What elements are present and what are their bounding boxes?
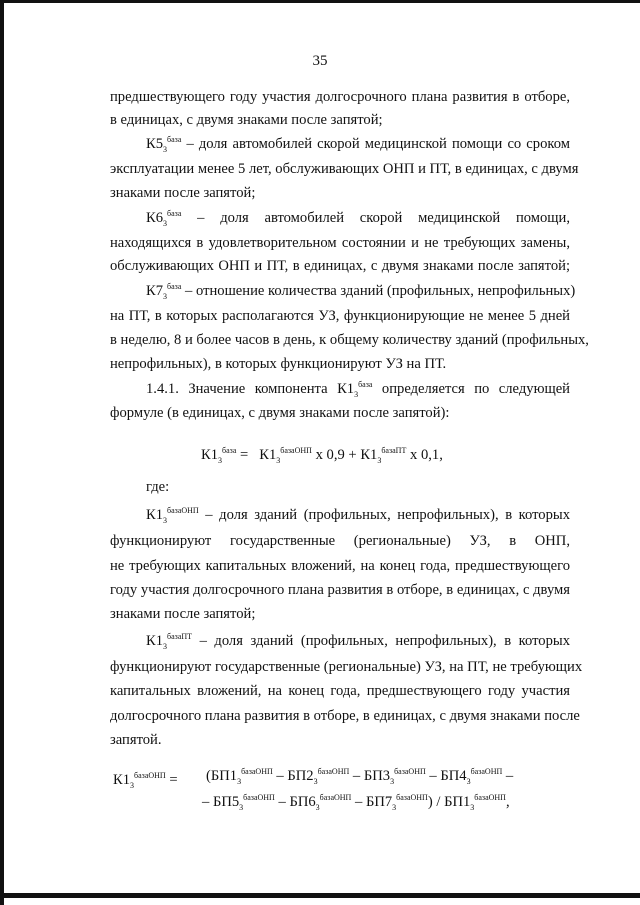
scan-edge-bottom [0,893,640,898]
k1-onp-symbol: $К1_3^{базаОНП}$ [146,506,199,525]
k7-symbol: $К7_3^{база}$ [146,282,182,301]
text-line: году участия долгосрочного плана развития в отборе, в единицах, с двумя [110,582,570,598]
scan-edge-left [0,0,4,905]
text-line: обслуживающих ОНП и ПТ, в единицах, с двумя знаками после запятой; [110,258,570,274]
text-line: находящихся в удовлетворительном состоянии и не требующих замены, [110,235,570,251]
text-line: на ПТ, в которых располагаются УЗ, функционирующие не менее 5 дней [110,308,570,324]
text-line: функционируют государственные (региональные) УЗ, на ПТ, не требующих [110,659,583,675]
k6-definition: $К6_3^{база}$ – доля автомобилей скорой медицинской помощи, [146,209,570,228]
text-line: непрофильных), в которых функционируют УЗ на ПТ. [110,356,447,372]
text-line: в единицах, с двумя знаками после запятой; [110,112,383,128]
formula-k1: $К1_3^{база}$ = $К1_3^{базаОНП}$ х $0,9 + К1_3^{базаПТ}$ х 0,1, [201,446,443,465]
section-1-4-1: 1.4.1. Значение компонента $К1_3^{база}$ определяется по следующей [146,380,570,399]
text-line: запятой. [110,732,162,748]
text-line: капитальных вложений, на конец года, предшествующего году участия [110,683,570,699]
k6-symbol: $К6_3^{база}$ [146,209,182,228]
text-line: функционируют государственные (региональные) УЗ, в ОНП, [110,533,570,549]
formula-k1-onp-line2: – $БП5_3^{базаОНП} - БП6_3^{базаОНП} - БП7_3^{базаОНП}) / БП1_3^{базаОНП}$, [202,793,510,812]
k1-symbol: $К1_3^{база}$ [337,380,373,399]
k5-symbol: $К5_3^{база}$ [146,135,182,154]
formula-k1-onp-line1: ($БП1_3^{базаОНП} - БП2_3^{базаОНП} - БП3_3^{базаОНП} - БП4_3^{базаОНП}$ – [206,767,514,786]
text-line: формуле (в единицах, с двумя знаками после запятой): [110,405,450,421]
k1-pt-definition: $К1_3^{базаПТ}$ – доля зданий (профильных, непрофильных), в которых [146,632,570,651]
formula-k1-onp-lhs: $К1_3^{базаОНП}$ = [113,771,178,790]
text-line: в неделю, 8 и более часов в день, к общему количеству зданий (профильных, [110,332,589,348]
k7-definition: $К7_3^{база}$ – отношение количества зданий (профильных, непрофильных) [146,282,576,301]
k5-definition: $К5_3^{база}$ – доля автомобилей скорой медицинской помощи со сроком [146,135,570,154]
text-line: знаками после запятой; [110,185,256,201]
page-number: 35 [312,53,328,69]
text-line: знаками после запятой; [110,606,256,622]
k1-onp-definition: $К1_3^{базаОНП}$ – доля зданий (профильных, непрофильных), в которых [146,506,570,525]
scan-edge-top [0,0,640,3]
where-label: где: [146,479,170,495]
text-line: эксплуатации менее 5 лет, обслуживающих ОНП и ПТ, в единицах, с двумя [110,161,579,177]
text-line: предшествующего году участия долгосрочного плана развития в отборе, [110,89,570,105]
text-line: не требующих капитальных вложений, на конец года, предшествующего [110,558,570,574]
text-line: долгосрочного плана развития в отборе, в единицах, с двумя знаками после [110,708,580,724]
k1-pt-symbol: $К1_3^{базаПТ}$ [146,632,193,651]
